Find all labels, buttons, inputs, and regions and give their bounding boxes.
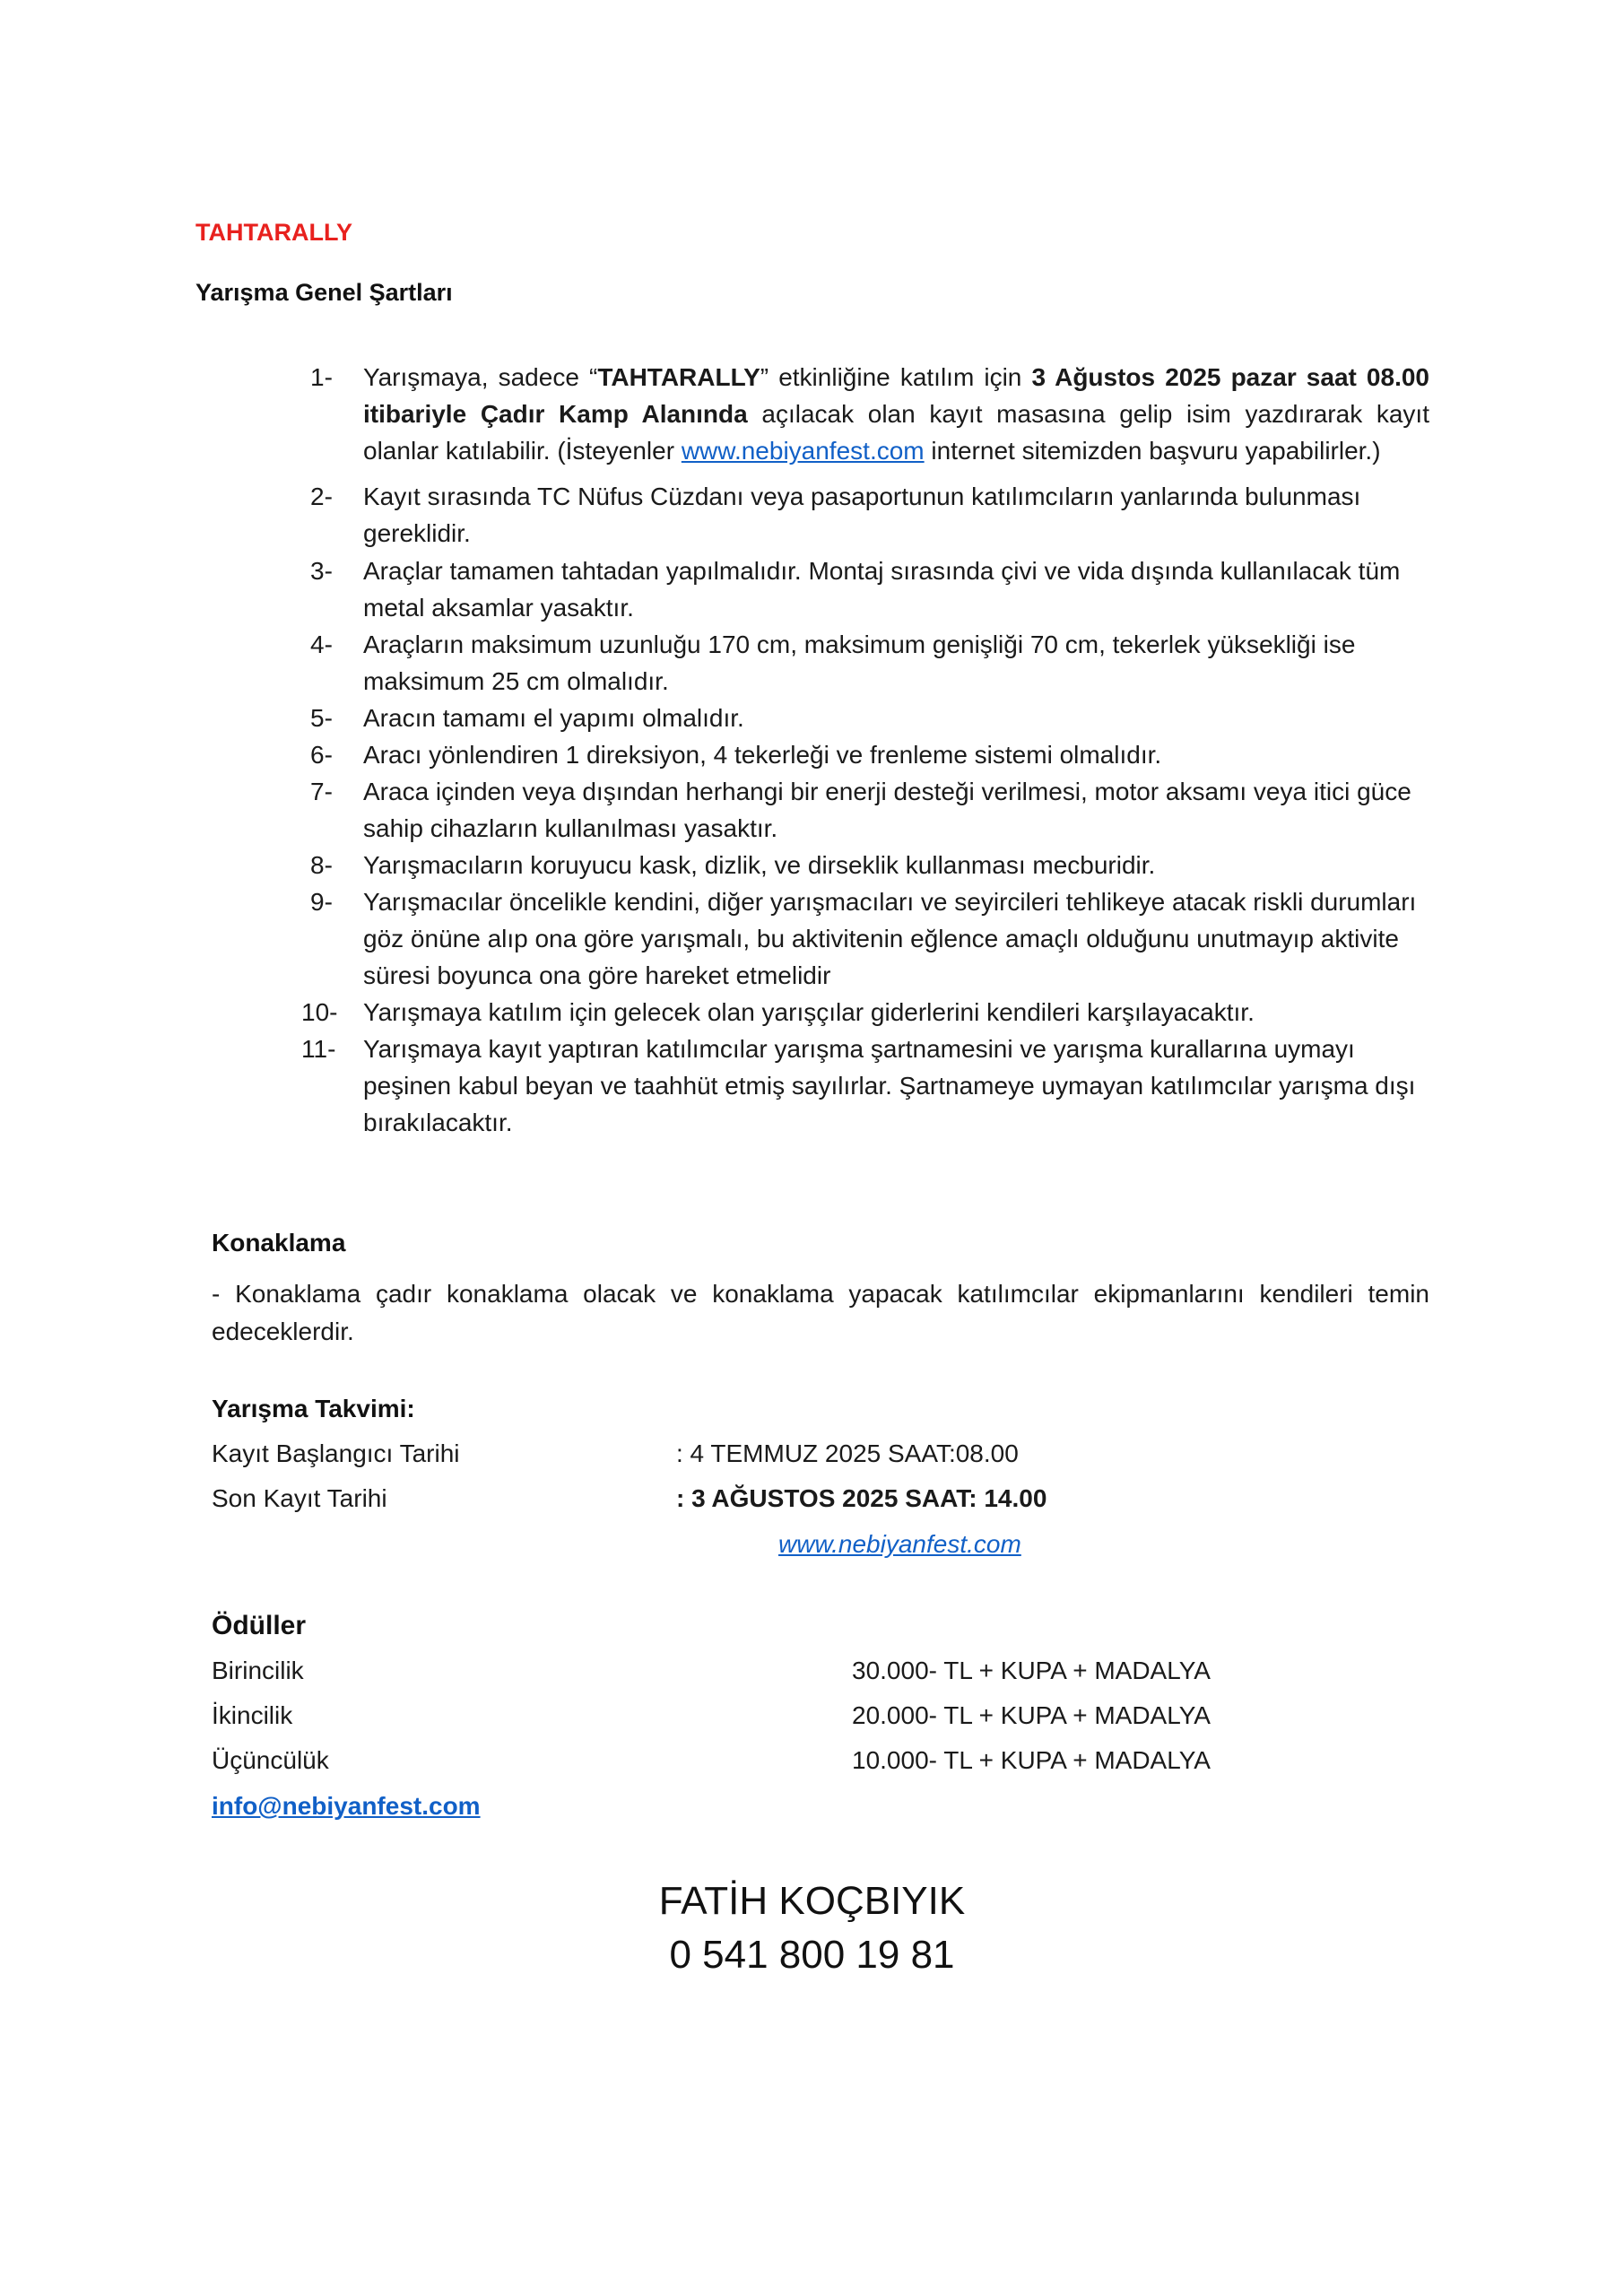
rule-text-part: Araca içinden veya dışından herhangi bir enerji desteği verilmesi, motor aksamı veya itici güce sahip cihazların kullanılması yasaktır. <box>363 778 1411 842</box>
rule-number: 11- <box>301 1035 336 1063</box>
award-value-third: 10.000- TL + KUPA + MADALYA <box>852 1746 1211 1774</box>
rule-text-part: açılacak olan kayıt masasına gelip isim yazdırarak kayıt olanlar katılabilir. (İsteyenler <box>363 400 1429 465</box>
accommodation-text: - Konaklama çadır konaklama olacak ve konaklama yapacak katılımcılar ekipmanlarını kendileri temin edeceklerdir. <box>212 1280 1429 1345</box>
rule-item <box>310 847 1429 883</box>
rule-number: 8- <box>310 851 333 879</box>
rule-number: 10- <box>301 998 338 1026</box>
rule-text <box>363 888 1416 989</box>
contact-phone: 0 541 800 19 81 <box>669 1933 955 1977</box>
rule-text-part: Yarışmacılar öncelikle kendini, diğer yarışmacıları ve seyircileri tehlikeye atacak riskli durumları göz önüne alıp ona göre yarışmalı, bu aktivitenin eğlence amaçlı olduğunu unutmayıp aktivite süresi boyunca ona göre hareket etmelidir <box>363 888 1417 989</box>
rule-text <box>363 483 1360 547</box>
rule-number: 7- <box>310 778 333 805</box>
rule-text <box>363 998 1255 1026</box>
award-value-second: 20.000- TL + KUPA + MADALYA <box>852 1701 1211 1729</box>
rule-item <box>301 1031 1429 1141</box>
section-title-general-conditions: Yarışma Genel Şartları <box>195 279 453 306</box>
schedule-heading: Yarışma Takvimi: <box>212 1395 415 1422</box>
schedule-label-deadline: Son Kayıt Tarihi <box>212 1484 387 1512</box>
award-value-first: 30.000- TL + KUPA + MADALYA <box>852 1657 1211 1684</box>
rule-text <box>363 704 744 732</box>
schedule-website-link[interactable]: www.nebiyanfest.com <box>778 1530 1021 1558</box>
rule-text-part: Araçlar tamamen tahtadan yapılmalıdır. Montaj sırasında çivi ve vida dışında kullanılacak tüm metal aksamlar yasaktır. <box>363 557 1401 622</box>
rule-text-part: ” etkinliğine katılım için <box>760 363 1032 391</box>
rule-text-part: Aracı yönlendiren 1 direksiyon, 4 tekerleği ve frenleme sistemi olmalıdır. <box>363 741 1162 769</box>
rule-text <box>363 778 1411 842</box>
rule-text-part: Kayıt sırasında TC Nüfus Cüzdanı veya pasaportunun katılımcıların yanlarında bulunması gereklidir. <box>363 483 1361 547</box>
rule-text-bold: 3 Ağustos 2025 pazar saat 08.00 itibariyle Çadır Kamp Alanında <box>363 363 1430 428</box>
rule-item <box>310 883 1429 994</box>
rule-text-part: Araçların maksimum uzunluğu 170 cm, maksimum genişliği 70 cm, tekerlek yüksekliği ise maksimum 25 cm olmalıdır. <box>363 631 1356 695</box>
rule-number: 1- <box>310 363 333 391</box>
rule-text <box>363 631 1355 695</box>
schedule-label-start: Kayıt Başlangıcı Tarihi <box>212 1439 460 1467</box>
rule-text-part: Yarışmacıların koruyucu kask, dizlik, ve dirseklik kullanması mecburidir. <box>363 851 1156 879</box>
rule-number: 2- <box>310 483 333 510</box>
rule-text <box>363 1035 1415 1136</box>
contact-name: FATİH KOÇBIYIK <box>658 1879 966 1923</box>
rule-text <box>363 741 1161 769</box>
contact-email-link[interactable]: info@nebiyanfest.com <box>212 1792 481 1820</box>
rule-text-part: Aracın tamamı el yapımı olmalıdır. <box>363 704 744 732</box>
rule-item <box>310 700 1429 736</box>
rule-number: 4- <box>310 631 333 658</box>
rule-number: 5- <box>310 704 333 732</box>
rule-text-part: Yarışmaya katılım için gelecek olan yarışçılar giderlerini kendileri karşılayacaktır. <box>363 998 1255 1026</box>
rule-item <box>301 994 1429 1031</box>
rule-item <box>310 478 1429 552</box>
schedule-value-start: : 4 TEMMUZ 2025 SAAT:08.00 <box>676 1439 1019 1467</box>
schedule-value-deadline: : 3 AĞUSTOS 2025 SAAT: 14.00 <box>676 1484 1047 1512</box>
award-label-first: Birincilik <box>212 1657 304 1684</box>
rule-text <box>363 557 1400 622</box>
rule-number: 6- <box>310 741 333 769</box>
rule-number: 9- <box>310 888 333 916</box>
award-label-third: Üçüncülük <box>212 1746 329 1774</box>
rule-item <box>310 552 1429 626</box>
document-title: TAHTARALLY <box>195 219 352 246</box>
rule-text-part: Yarışmaya, sadece “ <box>363 363 598 391</box>
rule-text <box>363 851 1155 879</box>
rule-text <box>363 363 1429 465</box>
rule-item <box>310 773 1429 847</box>
rule-item <box>310 736 1429 773</box>
rule-text-part: internet sitemizden başvuru yapabilirler.) <box>924 437 1381 465</box>
rules-list <box>301 359 1430 1141</box>
rule-text-part: Yarışmaya kayıt yaptıran katılımcılar yarışma şartnamesini ve yarışma kurallarına uymayı peşinen kabul beyan ve taahhüt etmiş sayılırlar. Şartnameye uymayan katılımcılar yarışma dışı bırakılacaktır. <box>363 1035 1416 1136</box>
rule-text-bold: TAHTARALLY <box>597 363 760 391</box>
awards-heading: Ödüller <box>212 1611 307 1640</box>
rule-item <box>310 359 1429 469</box>
rule-number: 3- <box>310 557 333 585</box>
award-label-second: İkincilik <box>212 1701 293 1729</box>
rule-item <box>310 626 1429 700</box>
accommodation-heading: Konaklama <box>212 1229 346 1257</box>
website-link[interactable]: www.nebiyanfest.com <box>681 437 925 465</box>
